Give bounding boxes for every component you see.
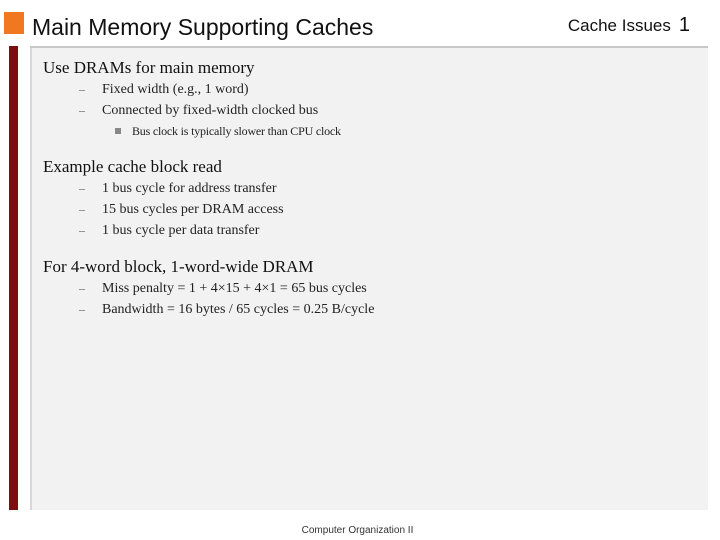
- sub-bullet: [79, 100, 683, 121]
- page-number: 1: [678, 14, 690, 36]
- dash-marker: –: [79, 103, 85, 117]
- sub-bullet: [79, 79, 683, 100]
- sub-bullet: [79, 220, 683, 241]
- dash-marker: –: [79, 302, 85, 316]
- footer-course-name: Computer Organization II: [301, 525, 414, 536]
- dash-marker: –: [79, 223, 85, 237]
- bullet-group: [43, 256, 683, 320]
- dash-marker: –: [79, 82, 85, 96]
- sub-bullet-text: Miss penalty = 1 + 4×15 + 4×1 = 65 bus cycles: [102, 281, 367, 296]
- dash-marker: –: [79, 202, 85, 216]
- slide-content: [43, 57, 683, 335]
- dash-marker: –: [79, 181, 85, 195]
- slide-title: Main Memory Supporting Caches: [32, 14, 374, 40]
- sub-bullet-text: Connected by fixed-width clocked bus: [102, 103, 319, 118]
- sub-sub-bullet-text: Bus clock is typically slower than CPU clock: [132, 124, 341, 138]
- header-section-label: [568, 14, 690, 37]
- sub-bullet: [79, 299, 683, 320]
- sub-sub-bullet: [132, 121, 683, 141]
- section-name: Cache Issues: [567, 16, 671, 35]
- sub-bullet: [79, 199, 683, 220]
- bullet-heading: For 4-word block, 1-word-wide DRAM: [43, 257, 314, 276]
- sub-bullet-text: Fixed width (e.g., 1 word): [102, 82, 249, 97]
- bullet-heading: Use DRAMs for main memory: [43, 58, 255, 77]
- sub-bullet-text: 1 bus cycle per data transfer: [102, 223, 260, 238]
- bullet-group: [43, 156, 683, 241]
- sub-bullet-text: Bandwidth = 16 bytes / 65 cycles = 0.25 B/cycle: [102, 302, 375, 317]
- dash-marker: –: [79, 281, 85, 295]
- sub-bullet-text: 15 bus cycles per DRAM access: [102, 202, 284, 217]
- bullet-group: [43, 57, 683, 141]
- sub-bullet: [79, 178, 683, 199]
- title-accent-square: [4, 12, 24, 34]
- bullet-heading: Example cache block read: [43, 157, 222, 176]
- square-marker: [115, 128, 121, 134]
- sub-bullet-text: 1 bus cycle for address transfer: [102, 181, 277, 196]
- sub-bullet: [79, 278, 683, 299]
- left-accent-bar: [9, 46, 18, 510]
